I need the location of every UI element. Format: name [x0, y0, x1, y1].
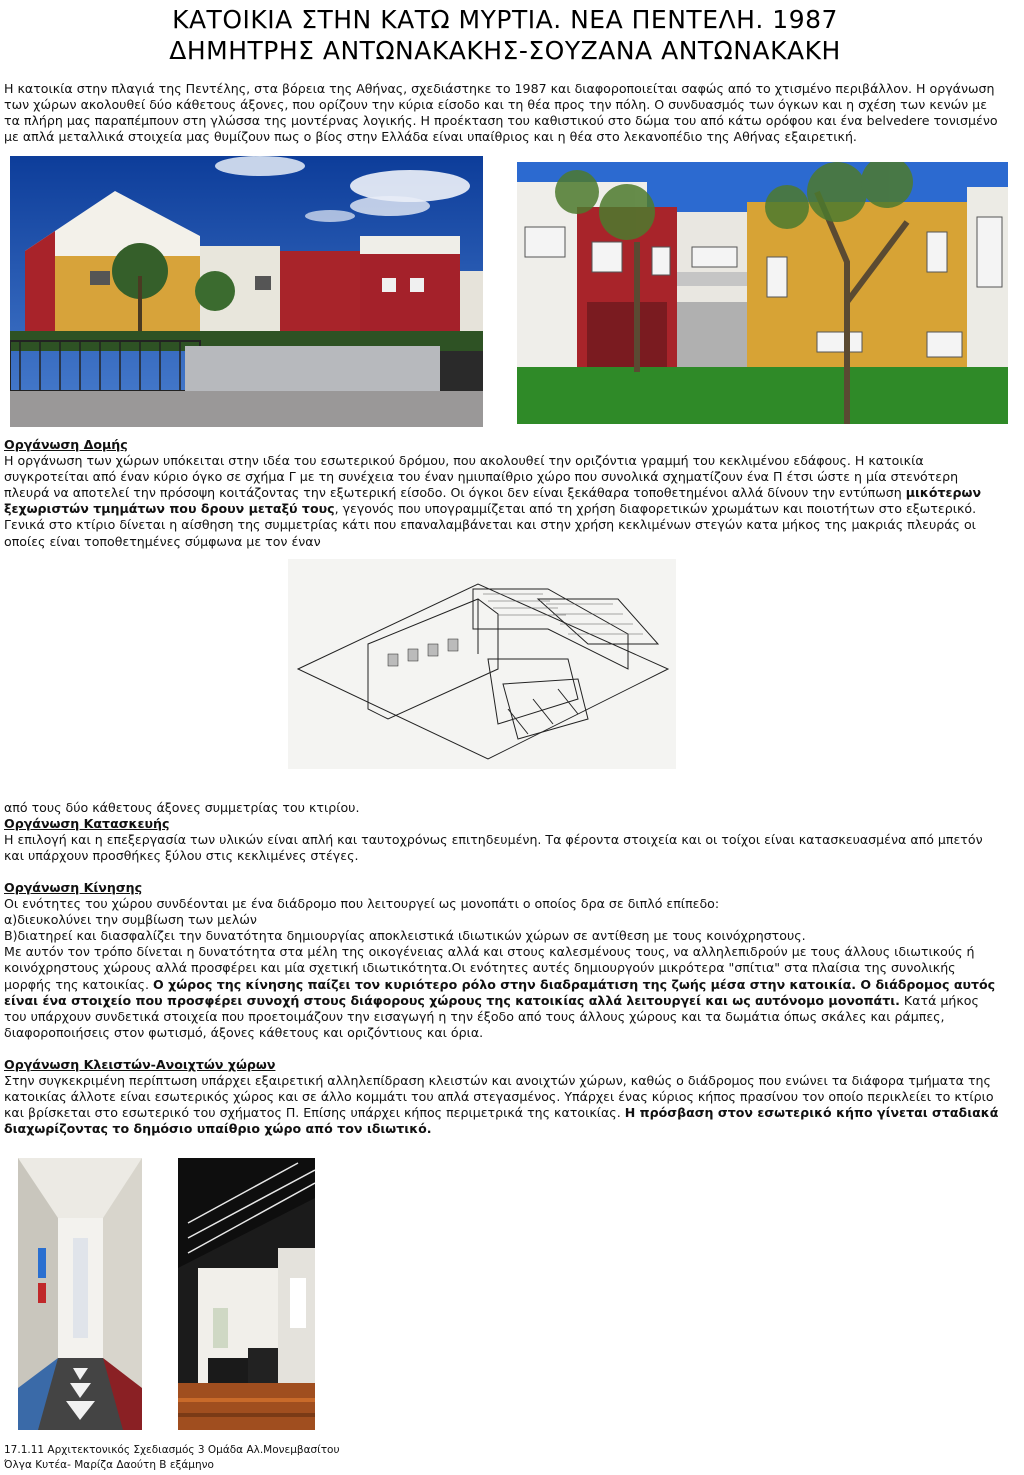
domi-text-b: , γεγονός που υπογραμμίζεται από τη χρήση διαφορετικών χρωμάτων και ποιοτήτων στο εξωτερικό. Γενικά στο κτίριο δίνεται η αίσθηση της συμμετρίας κάτι που επαναλαμβάνεται και στην χρήση κεκλιμένων στεγών κατα μήκος της μακριάς πλευράς οι οποίες είναι τοποθετημένες σύμφωνα με τον έναν	[4, 501, 977, 549]
title-line-1: ΚΑΤΟΙΚΙΑ ΣΤΗΝ ΚΑΤΩ ΜΥΡΤΙΑ. ΝΕΑ ΠΕΝΤΕΛΗ. 1987	[172, 5, 838, 34]
page-title	[0, 4, 1010, 66]
section-domi	[4, 437, 1004, 550]
section-kataskevi	[4, 816, 1004, 864]
kinisi-line-1: Οι ενότητες του χώρου συνδέονται με ένα διάδρομο που λειτουργεί ως μονοπάτι ο οποίος δρα σε διπλό επίπεδο:	[4, 896, 720, 912]
axonometric-drawing	[288, 559, 676, 769]
interior-photo-corridor	[18, 1158, 142, 1430]
footer-line-1: 17.1.11 Αρχιτεκτονικός Σχεδιασμός 3 Ομάδα Αλ.Μονεμβασίτου	[4, 1444, 340, 1456]
kinisi-bold-a: Ο χώρος της κίνησης παίζει τον κυριότερο ρόλο στην διαδραμάτιση της ζωής μέσα στην κατοικία. Ο διάδρομος αυτός είναι ένα στοιχείο που προσφέρει συνοχή στους διάφορους χώρους της κατοικίας αλλά λειτουργεί και ως αυτόνομο μονοπάτι.	[4, 976, 996, 1008]
kinisi-paragraph	[4, 944, 1004, 1041]
section-kleistoi	[4, 1057, 1004, 1137]
exterior-photo-street	[10, 156, 483, 427]
domi-bold-a: μικότερων ξεχωριστών τμημάτων που δρουν μεταξύ τους	[4, 485, 982, 517]
domi-continuation-text: από τους δύο κάθετους άξονες συμμετρίας του κτιρίου.	[4, 800, 360, 815]
footer	[4, 1443, 340, 1473]
kleistoi-paragraph	[4, 1073, 1004, 1137]
section-heading-kataskevi: Οργάνωση Κατασκευής	[4, 816, 170, 831]
kinisi-line-2: α)διευκολύνει την συμβίωση των μελών	[4, 912, 257, 928]
kataskevi-text: Η επιλογή και η επεξεργασία των υλικών είναι απλή και ταυτοχρόνως επιτηδευμένη. Τα φέροντα στοιχεία και οι τοίχοι είναι κατασκευασμένα από μπετόν και υπάρχουν προσθήκες ξύλου στις κεκλιμένες στέγες.	[4, 832, 983, 864]
domi-paragraph	[4, 453, 1004, 550]
title-line-2: ΔΗΜΗΤΡΗΣ ΑΝΤΩΝΑΚΑΚΗΣ-ΣΟΥΖΑΝΑ ΑΝΤΩΝΑΚΑΚΗ	[169, 36, 841, 65]
section-heading-kleistoi: Οργάνωση Κλειστών-Ανοιχτών χώρων	[4, 1057, 276, 1072]
section-heading-kinisi: Οργάνωση Κίνησης	[4, 880, 143, 895]
kleistoi-bold-a: Η πρόσβαση στον εσωτερικό κήπο γίνεται σταδιακά διαχωρίζοντας το δημόσιο υπαίθριο χώρο από τον ιδιωτικό.	[4, 1105, 999, 1137]
kinisi-text-a: Με αυτόν τον τρόπο δίνεται η δυνατότητα στα μέλη της οικογένειας αλλά και στους καλεσμένους τους, να αλληλεπιδρούν με τους άλλους ιδιωτικούς ή κοινόχρηστους χώρους αλλά προσφέρει και μία σχετική ιδιωτικότητα.Οι ενότητες αυτές δημιουργούν μικρότερα "σπίτια" στα πλαίσια της συνολικής μορφής της κατοικίας.	[4, 944, 975, 992]
kleistoi-text-a: Στην συγκεκριμένη περίπτωση υπάρχει εξαιρετική αλληλεπίδραση κλειστών και ανοιχτών χώρων, καθώς ο διάδρομος που ενώνει τα διάφορα τμήματα της κατοικίας άλλοτε είναι εσωτερικός χώρος και σε άλλο κομμάτι του απλά στεγασμένος. Υπάρχει ένας κύριος κήπος πρασίνου τον οποίο περικλείει το κτίριο και βρίσκεται στο εσωτερικό του σχήματος Π. Επίσης υπάρχει κήπος περιμετρικά της κατοικίας.	[4, 1073, 994, 1121]
section-kinisi	[4, 880, 1004, 1041]
section-heading-domi: Οργάνωση Δομής	[4, 437, 128, 452]
domi-continuation	[4, 800, 1004, 816]
exterior-photo-garden	[517, 162, 1008, 424]
footer-line-2: Όλγα Κυτέα- Μαρίζα Δαούτη Β εξάμηνο	[4, 1459, 214, 1471]
kinisi-text-b: Κατά μήκος του υπάρχουν συνδετικά στοιχεία που προετοιμάζουν την εισαγωγή η την έξοδο από τους άλλους χώρους και τα δωμάτια όπως σκάλες και ράμπες, διαφοροποιήσεις στον φωτισμό, άξονες κάθετους και οριζόντιους και όρια.	[4, 992, 979, 1040]
intro-text: Η κατοικία στην πλαγιά της Πεντέλης, στα βόρεια της Αθήνας, σχεδιάστηκε το 1987 και διαφοροποιείται σαφώς από το χτισμένο περιβάλλον. Η οργάνωση των χώρων ακολουθεί δύο κάθετους άξονες, που ορίζουν την κύρια είσοδο και τη θέα προς την πόλη. Ο συνδυασμός των όγκων και η σχέση των κενών με τα πλήρη μας παραπέμπουν στη γλώσσα της μοντέρνας λογικής. Η προέκταση του καθιστικού στο δώμα του από κάτω ορόφου και ένα belvedere τονισμένο με απλά μεταλλικά στοιχεία μας θυμίζουν πως ο βίος στην Ελλάδα είναι υπαίθριος και η θέα στο λεκανοπέδιο της Αθήνας εξαιρετική.	[4, 81, 998, 145]
domi-text-a: Η οργάνωση των χώρων υπόκειται στην ιδέα του εσωτερικού δρόμου, που ακολουθεί την οριζόντια γραμμή του κεκλιμένου εδάφους. Η κατοικία συγκροτείται από έναν κύριο όγκο σε σχήμα Γ με τη συνέχεια του έναν ημιυπαίθριο χώρο που συνολικά σχηματίζουν ένα Π έτσι ώστε η μία στενότερη πλευρά να αποτελεί την πρόσοψη κοιτάζοντας την εξωτερική είσοδο. Οι όγκοι δεν είναι ξεκάθαρα τοποθετημένοι αλλά δίνουν την εντύπωση	[4, 453, 959, 501]
kinisi-line-3: Β)διατηρεί και διασφαλίζει την δυνατότητα δημιουργίας αποκλειστικά ιδιωτικών χώρων σε αντίθεση με τους κοινόχρηστους.	[4, 928, 806, 944]
interior-photo-living	[178, 1158, 315, 1430]
intro-paragraph	[4, 81, 1004, 145]
